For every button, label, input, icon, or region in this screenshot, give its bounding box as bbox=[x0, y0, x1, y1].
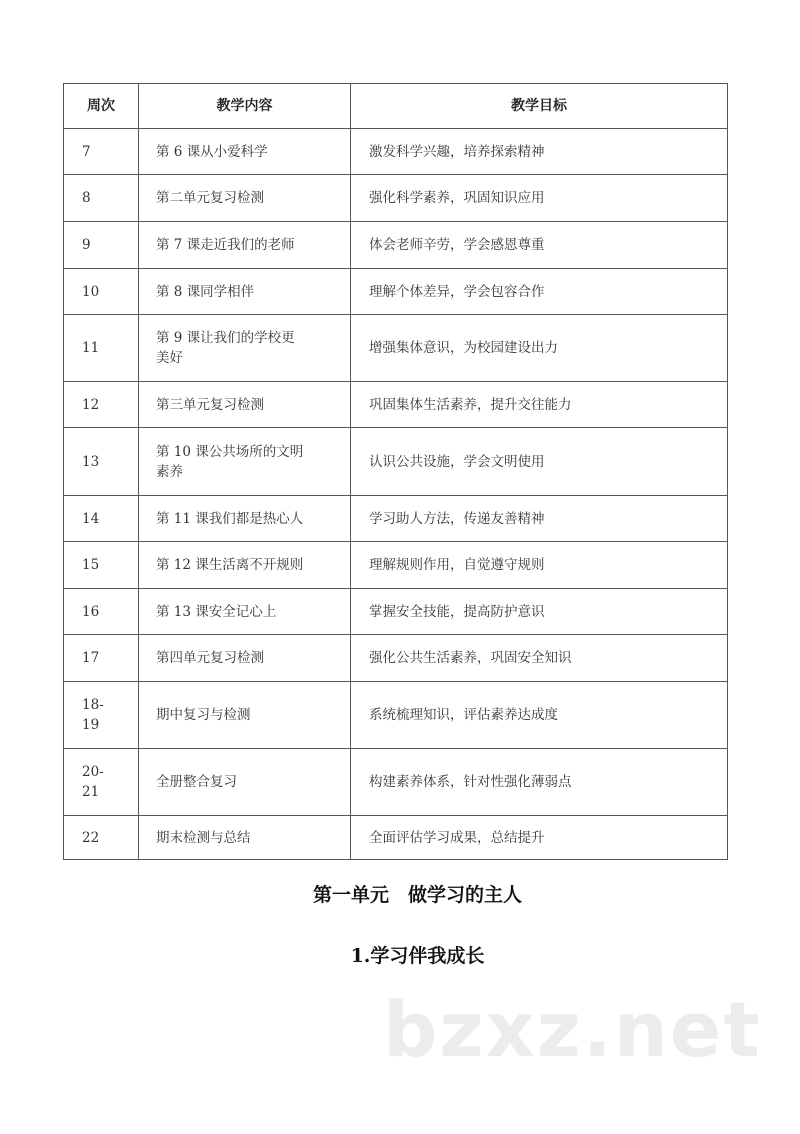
content-cell bbox=[139, 749, 351, 816]
week-cell-text: 16 bbox=[82, 603, 100, 620]
week-cell-text: 7 bbox=[82, 143, 91, 160]
content-cell-text: 第 12 课生活离不开规则 bbox=[156, 557, 304, 573]
content-cell bbox=[139, 129, 351, 175]
goal-cell-text: 认识公共设施，学会文明使用 bbox=[369, 453, 545, 470]
goal-cell bbox=[351, 749, 728, 816]
goal-cell bbox=[351, 222, 728, 269]
goal-cell bbox=[351, 269, 728, 315]
week-cell bbox=[64, 382, 139, 428]
goal-cell-text: 构建素养体系，针对性强化薄弱点 bbox=[369, 774, 572, 790]
goal-cell-text: 强化公共生活素养，巩固安全知识 bbox=[369, 650, 572, 666]
week-cell bbox=[64, 635, 139, 682]
week-cell bbox=[64, 542, 139, 589]
week-cell-text: 17 bbox=[82, 650, 100, 666]
table-header-row bbox=[64, 84, 728, 129]
goal-cell bbox=[351, 589, 728, 635]
content-cell-text: 第 6 课从小爱科学 bbox=[156, 143, 268, 160]
content-cell bbox=[139, 542, 351, 589]
week-cell bbox=[64, 315, 139, 382]
goal-cell bbox=[351, 682, 728, 749]
watermark: bzxz.net bbox=[383, 985, 762, 1074]
content-cell bbox=[139, 635, 351, 682]
week-cell-text: 12 bbox=[82, 396, 100, 413]
content-cell bbox=[139, 589, 351, 635]
content-cell bbox=[139, 496, 351, 542]
table-row bbox=[64, 382, 728, 428]
week-cell bbox=[64, 682, 139, 749]
goal-cell bbox=[351, 175, 728, 222]
content-cell bbox=[139, 222, 351, 269]
content-cell-text: 期末检测与总结 bbox=[156, 829, 251, 846]
goal-cell bbox=[351, 635, 728, 682]
goal-cell bbox=[351, 542, 728, 589]
week-cell bbox=[64, 222, 139, 269]
content-cell-text: 第四单元复习检测 bbox=[156, 650, 264, 666]
table-row bbox=[64, 222, 728, 269]
content-cell bbox=[139, 682, 351, 749]
goal-cell bbox=[351, 129, 728, 175]
table-row bbox=[64, 315, 728, 382]
week-cell bbox=[64, 816, 139, 860]
week-cell-text: 13 bbox=[82, 453, 100, 470]
table-row bbox=[64, 589, 728, 635]
week-cell bbox=[64, 129, 139, 175]
table-row bbox=[64, 749, 728, 816]
content-cell bbox=[139, 816, 351, 860]
table-row bbox=[64, 496, 728, 542]
content-cell bbox=[139, 382, 351, 428]
goal-cell bbox=[351, 428, 728, 496]
goal-cell-text: 增强集体意识，为校园建设出力 bbox=[369, 340, 558, 356]
table-row bbox=[64, 269, 728, 315]
goal-cell-text: 理解个体差异，学会包容合作 bbox=[369, 283, 545, 300]
week-cell bbox=[64, 175, 139, 222]
content-cell-text: 第三单元复习检测 bbox=[156, 396, 264, 413]
goal-cell bbox=[351, 382, 728, 428]
content-cell-text: 第 9 课让我们的学校更美好 bbox=[156, 330, 295, 366]
week-cell-text: 20-21 bbox=[82, 764, 104, 800]
week-cell bbox=[64, 269, 139, 315]
table-row bbox=[64, 175, 728, 222]
content-cell-text: 第 11 课我们都是热心人 bbox=[156, 510, 304, 527]
goal-cell-text: 全面评估学习成果，总结提升 bbox=[369, 829, 545, 846]
week-cell-text: 10 bbox=[82, 283, 100, 300]
header-goal: 教学目标 bbox=[351, 84, 728, 129]
week-cell bbox=[64, 749, 139, 816]
week-cell bbox=[64, 428, 139, 496]
goal-cell-text: 巩固集体生活素养，提升交往能力 bbox=[369, 396, 572, 413]
content-cell-text: 第二单元复习检测 bbox=[156, 190, 264, 206]
table-row bbox=[64, 816, 728, 860]
lesson-title: 1.学习伴我成长 bbox=[350, 945, 485, 967]
table-row bbox=[64, 129, 728, 175]
table-row bbox=[64, 542, 728, 589]
week-cell-text: 14 bbox=[82, 510, 100, 527]
content-cell bbox=[139, 175, 351, 222]
content-cell-text: 第 8 课同学相伴 bbox=[156, 283, 255, 300]
teaching-schedule-table bbox=[63, 83, 728, 860]
goal-cell-text: 系统梳理知识，评估素养达成度 bbox=[369, 707, 558, 723]
table-row bbox=[64, 428, 728, 496]
table-row bbox=[64, 682, 728, 749]
week-cell-text: 22 bbox=[82, 829, 100, 846]
header-week: 周次 bbox=[64, 84, 139, 129]
goal-cell-text: 理解规则作用，自觉遵守规则 bbox=[369, 557, 545, 573]
goal-cell bbox=[351, 315, 728, 382]
goal-cell-text: 掌握安全技能，提高防护意识 bbox=[369, 603, 545, 620]
week-cell bbox=[64, 496, 139, 542]
week-cell-text: 18-19 bbox=[82, 697, 104, 733]
content-cell-text: 期中复习与检测 bbox=[156, 707, 251, 723]
content-cell bbox=[139, 269, 351, 315]
goal-cell-text: 学习助人方法，传递友善精神 bbox=[369, 510, 545, 527]
week-cell-text: 8 bbox=[82, 190, 91, 206]
goal-cell-text: 激发科学兴趣，培养探索精神 bbox=[369, 143, 545, 160]
goal-cell bbox=[351, 496, 728, 542]
content-cell-text: 全册整合复习 bbox=[156, 774, 237, 790]
content-cell-text: 第 7 课走近我们的老师 bbox=[156, 237, 295, 253]
goal-cell bbox=[351, 816, 728, 860]
goal-cell-text: 强化科学素养，巩固知识应用 bbox=[369, 190, 545, 206]
header-content: 教学内容 bbox=[139, 84, 351, 129]
week-cell-text: 9 bbox=[82, 237, 91, 253]
content-cell-text: 第 10 课公共场所的文明素养 bbox=[156, 443, 304, 480]
table-row bbox=[64, 635, 728, 682]
goal-cell-text: 体会老师辛劳，学会感恩尊重 bbox=[369, 237, 545, 253]
week-cell-text: 11 bbox=[82, 340, 100, 356]
week-cell-text: 15 bbox=[82, 557, 100, 573]
content-cell-text: 第 13 课安全记心上 bbox=[156, 603, 277, 620]
content-cell bbox=[139, 315, 351, 382]
content-cell bbox=[139, 428, 351, 496]
week-cell bbox=[64, 589, 139, 635]
unit-title: 第一单元 做学习的主人 bbox=[312, 884, 522, 906]
